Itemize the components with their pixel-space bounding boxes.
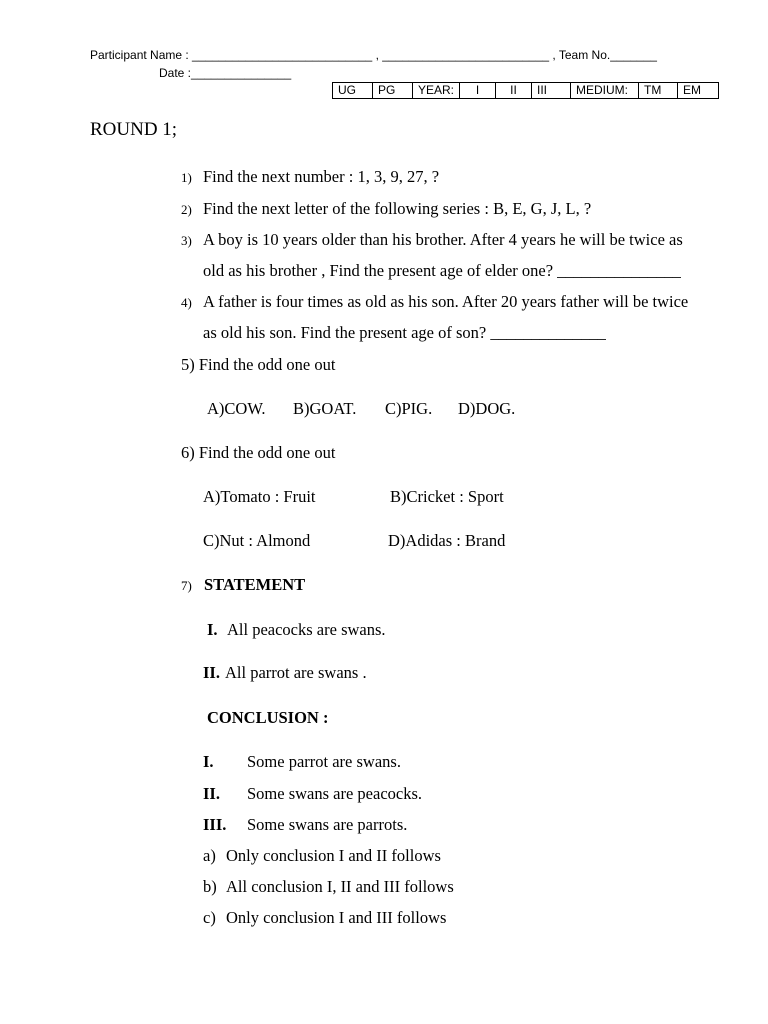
conclusion-3-text: Some swans are parrots.	[247, 815, 408, 834]
q2-number: 2)	[181, 202, 192, 217]
q1-text: Find the next number : 1, 3, 9, 27, ?	[203, 167, 440, 186]
box-year-i: I	[460, 83, 496, 99]
box-year: YEAR:	[413, 83, 460, 99]
box-ug: UG	[333, 83, 373, 99]
q5-option-b: B)GOAT.	[293, 399, 357, 418]
q3-number: 3)	[181, 233, 192, 248]
conclusion-1-text: Some parrot are swans.	[247, 752, 401, 771]
statement-heading: STATEMENT	[204, 575, 306, 594]
q5-option-c: C)PIG.	[385, 399, 433, 418]
q5-label: 5) Find the odd one out	[181, 355, 336, 374]
answer-c-letter: c)	[203, 908, 216, 927]
box-year-ii: II	[496, 83, 532, 99]
answer-b-text: All conclusion I, II and III follows	[226, 877, 454, 896]
conclusion-heading: CONCLUSION :	[207, 708, 329, 727]
participant-name-line: Participant Name : ___________________________ , _________________________ , Team No._______	[90, 48, 657, 62]
statement-2-roman: II.	[203, 663, 220, 682]
answer-c-text: Only conclusion I and III follows	[226, 908, 447, 927]
statement-1-roman: I.	[207, 620, 218, 639]
q1-number: 1)	[181, 170, 192, 185]
box-tm: TM	[639, 83, 678, 99]
q4-line-1: A father is four times as old as his son. After 20 years father will be twice	[203, 292, 689, 311]
q5-option-d: D)DOG.	[458, 399, 516, 418]
q4-line-2: as old his son. Find the present age of son? ______________	[203, 323, 606, 342]
answer-b-letter: b)	[203, 877, 217, 896]
statement-2-text: All parrot are swans .	[225, 663, 367, 682]
conclusion-2-roman: II.	[203, 784, 220, 803]
q6-option-c: C)Nut : Almond	[203, 531, 311, 550]
conclusion-1-roman: I.	[203, 752, 214, 771]
q2-text: Find the next letter of the following series : B, E, G, J, L, ?	[203, 199, 592, 218]
category-boxes	[332, 82, 719, 99]
q6-option-b: B)Cricket : Sport	[390, 487, 504, 506]
answer-a-text: Only conclusion I and II follows	[226, 846, 441, 865]
conclusion-2-text: Some swans are peacocks.	[247, 784, 423, 803]
date-line: Date :_______________	[159, 66, 292, 80]
q6-option-a: A)Tomato : Fruit	[203, 487, 316, 506]
q3-line-1: A boy is 10 years older than his brother. After 4 years he will be twice as	[203, 230, 683, 249]
round-title: ROUND 1;	[90, 119, 178, 140]
q5-option-a: A)COW.	[207, 399, 266, 418]
q6-label: 6) Find the odd one out	[181, 443, 336, 462]
box-em: EM	[678, 83, 719, 99]
answer-a-letter: a)	[203, 846, 216, 865]
q4-number: 4)	[181, 295, 192, 310]
q6-option-d: D)Adidas : Brand	[388, 531, 506, 550]
box-year-iii: III	[532, 83, 571, 99]
q7-number: 7)	[181, 578, 192, 593]
box-pg: PG	[373, 83, 413, 99]
box-medium: MEDIUM:	[571, 83, 639, 99]
statement-1-text: All peacocks are swans.	[227, 620, 386, 639]
q3-line-2: old as his brother , Find the present age of elder one? _______________	[203, 261, 681, 280]
conclusion-3-roman: III.	[203, 815, 227, 834]
